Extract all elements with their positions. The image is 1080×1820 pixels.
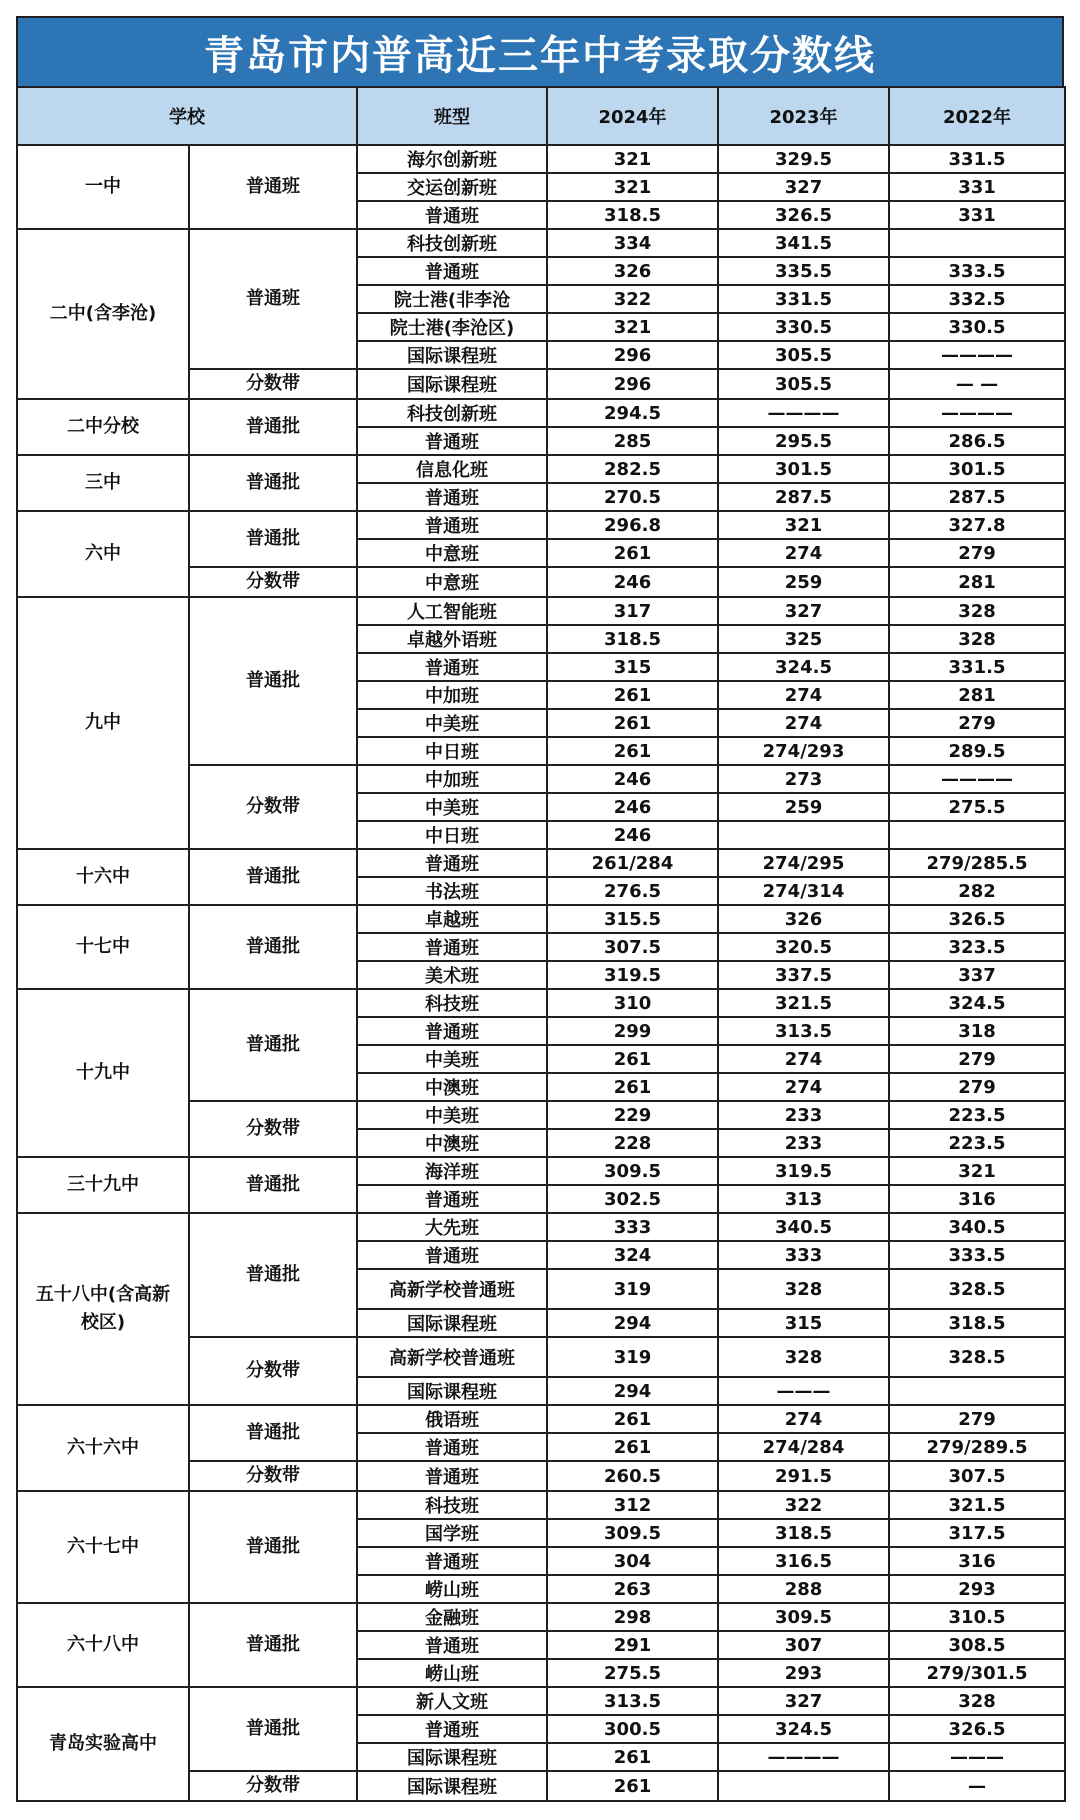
- score-2024-cell: 312: [547, 1491, 718, 1519]
- score-2023-cell: 274: [718, 709, 889, 737]
- score-2023-cell: 324.5: [718, 1715, 889, 1743]
- class-type-cell: 普通班: [357, 933, 547, 961]
- class-type-cell: 中澳班: [357, 1129, 547, 1157]
- batch-cell: 普通批: [189, 905, 357, 989]
- batch-cell: 普通批: [189, 1687, 357, 1771]
- score-2024-cell: 260.5: [547, 1461, 718, 1491]
- score-2024-cell: 261: [547, 1045, 718, 1073]
- class-type-cell: 高新学校普通班: [357, 1269, 547, 1309]
- score-2024-cell: 275.5: [547, 1659, 718, 1687]
- score-2024-cell: 261: [547, 1405, 718, 1433]
- score-2024-cell: 282.5: [547, 455, 718, 483]
- class-type-cell: 普通班: [357, 483, 547, 511]
- score-2022-cell: 337: [889, 961, 1065, 989]
- score-2024-cell: 228: [547, 1129, 718, 1157]
- score-2023-cell: 330.5: [718, 313, 889, 341]
- score-2024-cell: 315: [547, 653, 718, 681]
- score-2023-cell: 309.5: [718, 1603, 889, 1631]
- class-type-cell: 普通班: [357, 1715, 547, 1743]
- score-2024-cell: 321: [547, 145, 718, 173]
- table-row: [17, 455, 1065, 483]
- score-2023-cell: 305.5: [718, 369, 889, 399]
- class-type-cell: 国际课程班: [357, 341, 547, 369]
- score-2024-cell: 261: [547, 1433, 718, 1461]
- class-type-cell: 普通班: [357, 201, 547, 229]
- score-2022-cell: 317.5: [889, 1519, 1065, 1547]
- score-2022-cell: 281: [889, 567, 1065, 597]
- score-2022-cell: ————: [889, 341, 1065, 369]
- score-2024-cell: 319: [547, 1337, 718, 1377]
- class-type-cell: 卓越外语班: [357, 625, 547, 653]
- class-type-cell: 中美班: [357, 793, 547, 821]
- class-type-cell: 书法班: [357, 877, 547, 905]
- score-2022-cell: 321: [889, 1157, 1065, 1185]
- batch-cell: 普通批: [189, 849, 357, 905]
- score-2022-cell: 310.5: [889, 1603, 1065, 1631]
- score-2023-cell: 319.5: [718, 1157, 889, 1185]
- table-row: [17, 989, 1065, 1017]
- class-type-cell: 普通班: [357, 1547, 547, 1575]
- table-body: [17, 145, 1065, 1801]
- score-2023-cell: [718, 821, 889, 849]
- score-2023-cell: 322: [718, 1491, 889, 1519]
- school-name-cell: 十九中: [17, 989, 189, 1157]
- score-2022-cell: 286.5: [889, 427, 1065, 455]
- score-2024-cell: 319.5: [547, 961, 718, 989]
- score-2022-cell: 279: [889, 709, 1065, 737]
- class-type-cell: 普通班: [357, 1017, 547, 1045]
- school-name-cell: 三十九中: [17, 1157, 189, 1213]
- class-type-cell: 金融班: [357, 1603, 547, 1631]
- score-2022-cell: 333.5: [889, 257, 1065, 285]
- class-type-cell: 美术班: [357, 961, 547, 989]
- score-2024-cell: 318.5: [547, 625, 718, 653]
- class-type-cell: 科技班: [357, 989, 547, 1017]
- class-type-cell: 大先班: [357, 1213, 547, 1241]
- class-type-cell: 中日班: [357, 737, 547, 765]
- score-2023-cell: 318.5: [718, 1519, 889, 1547]
- class-type-cell: 卓越班: [357, 905, 547, 933]
- header-row: [17, 87, 1065, 145]
- score-2022-cell: ————: [889, 399, 1065, 427]
- score-2022-cell: 327.8: [889, 511, 1065, 539]
- score-2022-cell: 316: [889, 1185, 1065, 1213]
- score-2024-cell: 296.8: [547, 511, 718, 539]
- batch-cell: 普通批: [189, 1213, 357, 1337]
- score-2024-cell: 307.5: [547, 933, 718, 961]
- table-row: [17, 511, 1065, 539]
- score-2023-cell: 315: [718, 1309, 889, 1337]
- score-2022-cell: 328.5: [889, 1337, 1065, 1377]
- score-2023-cell: [718, 1771, 889, 1801]
- class-type-cell: 普通班: [357, 427, 547, 455]
- class-type-cell: 人工智能班: [357, 597, 547, 625]
- score-2024-cell: 261: [547, 1771, 718, 1801]
- score-2022-cell: 318.5: [889, 1309, 1065, 1337]
- score-2023-cell: 326.5: [718, 201, 889, 229]
- score-2024-cell: 326: [547, 257, 718, 285]
- header-2024: 2024年: [547, 87, 718, 145]
- score-2024-cell: 263: [547, 1575, 718, 1603]
- score-2022-cell: 330.5: [889, 313, 1065, 341]
- score-2024-cell: 304: [547, 1547, 718, 1575]
- batch-cell: 普通批: [189, 511, 357, 567]
- score-2022-cell: 279: [889, 1045, 1065, 1073]
- score-2024-cell: 246: [547, 567, 718, 597]
- class-type-cell: 中加班: [357, 765, 547, 793]
- score-2022-cell: 279/285.5: [889, 849, 1065, 877]
- school-name-cell: 二中分校: [17, 399, 189, 455]
- score-2022-cell: 328: [889, 1687, 1065, 1715]
- score-2023-cell: 274: [718, 1045, 889, 1073]
- table-row: [17, 849, 1065, 877]
- score-2023-cell: 335.5: [718, 257, 889, 285]
- batch-cell: 普通批: [189, 989, 357, 1101]
- score-2023-cell: 326: [718, 905, 889, 933]
- score-2024-cell: 276.5: [547, 877, 718, 905]
- score-2023-cell: 274: [718, 681, 889, 709]
- score-table-page: [16, 16, 1064, 1802]
- score-2023-cell: 327: [718, 597, 889, 625]
- batch-cell: 分数带: [189, 1337, 357, 1405]
- table-row: [17, 1157, 1065, 1185]
- score-2024-cell: 261: [547, 681, 718, 709]
- score-2024-cell: 261: [547, 1743, 718, 1771]
- score-2024-cell: 310: [547, 989, 718, 1017]
- school-name-cell: 六中: [17, 511, 189, 597]
- school-name-cell: 六十八中: [17, 1603, 189, 1687]
- class-type-cell: 中美班: [357, 1045, 547, 1073]
- score-2023-cell: 321: [718, 511, 889, 539]
- score-2022-cell: 328: [889, 625, 1065, 653]
- score-2023-cell: 274: [718, 1073, 889, 1101]
- score-2022-cell: 331: [889, 173, 1065, 201]
- header-2023: 2023年: [718, 87, 889, 145]
- score-2022-cell: 279: [889, 539, 1065, 567]
- school-name-cell: 十六中: [17, 849, 189, 905]
- score-2024-cell: 318.5: [547, 201, 718, 229]
- batch-cell: 分数带: [189, 567, 357, 597]
- score-2023-cell: ————: [718, 1743, 889, 1771]
- score-2024-cell: 261: [547, 539, 718, 567]
- score-2022-cell: —: [889, 1771, 1065, 1801]
- score-2023-cell: 329.5: [718, 145, 889, 173]
- score-2022-cell: ———: [889, 1743, 1065, 1771]
- score-2024-cell: 309.5: [547, 1157, 718, 1185]
- score-2023-cell: 341.5: [718, 229, 889, 257]
- score-2022-cell: 321.5: [889, 1491, 1065, 1519]
- class-type-cell: 崂山班: [357, 1575, 547, 1603]
- score-2023-cell: 340.5: [718, 1213, 889, 1241]
- table-row: [17, 1687, 1065, 1715]
- score-2022-cell: 316: [889, 1547, 1065, 1575]
- score-2024-cell: 285: [547, 427, 718, 455]
- score-2023-cell: 328: [718, 1337, 889, 1377]
- score-2023-cell: 274: [718, 539, 889, 567]
- score-2024-cell: 309.5: [547, 1519, 718, 1547]
- class-type-cell: 交运创新班: [357, 173, 547, 201]
- table-row: [17, 1603, 1065, 1631]
- score-2022-cell: 328.5: [889, 1269, 1065, 1309]
- score-2023-cell: 321.5: [718, 989, 889, 1017]
- score-2023-cell: 327: [718, 1687, 889, 1715]
- score-2022-cell: — —: [889, 369, 1065, 399]
- score-2023-cell: 316.5: [718, 1547, 889, 1575]
- header-class-type: 班型: [357, 87, 547, 145]
- score-2022-cell: ————: [889, 765, 1065, 793]
- score-2024-cell: 261/284: [547, 849, 718, 877]
- score-2023-cell: 295.5: [718, 427, 889, 455]
- score-2024-cell: 261: [547, 1073, 718, 1101]
- table-row: [17, 597, 1065, 625]
- score-2023-cell: 305.5: [718, 341, 889, 369]
- batch-cell: 普通批: [189, 455, 357, 511]
- class-type-cell: 新人文班: [357, 1687, 547, 1715]
- class-type-cell: 国际课程班: [357, 1771, 547, 1801]
- batch-cell: 普通批: [189, 1603, 357, 1687]
- table-row: [17, 1405, 1065, 1433]
- class-type-cell: 国际课程班: [357, 1743, 547, 1771]
- score-2023-cell: 328: [718, 1269, 889, 1309]
- score-2023-cell: 307: [718, 1631, 889, 1659]
- score-2023-cell: 333: [718, 1241, 889, 1269]
- score-2023-cell: 273: [718, 765, 889, 793]
- score-2024-cell: 261: [547, 709, 718, 737]
- batch-cell: 普通批: [189, 1405, 357, 1461]
- header-school: 学校: [17, 87, 357, 145]
- table-row: [17, 1491, 1065, 1519]
- score-2023-cell: 233: [718, 1129, 889, 1157]
- batch-cell: 普通班: [189, 145, 357, 229]
- score-2024-cell: 246: [547, 793, 718, 821]
- score-2023-cell: ————: [718, 399, 889, 427]
- batch-cell: 分数带: [189, 765, 357, 849]
- score-2024-cell: 294: [547, 1377, 718, 1405]
- class-type-cell: 普通班: [357, 849, 547, 877]
- table-row: [17, 399, 1065, 427]
- class-type-cell: 国学班: [357, 1519, 547, 1547]
- class-type-cell: 国际课程班: [357, 369, 547, 399]
- school-name-cell: 三中: [17, 455, 189, 511]
- class-type-cell: 高新学校普通班: [357, 1337, 547, 1377]
- batch-cell: 普通班: [189, 229, 357, 369]
- school-name-cell: 五十八中(含高新校区): [17, 1213, 189, 1405]
- class-type-cell: 中美班: [357, 709, 547, 737]
- school-name-cell: 九中: [17, 597, 189, 849]
- score-2023-cell: 274/284: [718, 1433, 889, 1461]
- score-2022-cell: 323.5: [889, 933, 1065, 961]
- score-2022-cell: 331: [889, 201, 1065, 229]
- class-type-cell: 普通班: [357, 1185, 547, 1213]
- score-2022-cell: 293: [889, 1575, 1065, 1603]
- score-2022-cell: [889, 229, 1065, 257]
- score-2022-cell: 279: [889, 1073, 1065, 1101]
- class-type-cell: 普通班: [357, 1631, 547, 1659]
- score-2023-cell: 313: [718, 1185, 889, 1213]
- score-2023-cell: 324.5: [718, 653, 889, 681]
- score-2023-cell: 301.5: [718, 455, 889, 483]
- score-2024-cell: 315.5: [547, 905, 718, 933]
- table-row: [17, 229, 1065, 257]
- score-2023-cell: 293: [718, 1659, 889, 1687]
- score-2023-cell: 259: [718, 793, 889, 821]
- score-2024-cell: 229: [547, 1101, 718, 1129]
- score-2022-cell: 318: [889, 1017, 1065, 1045]
- score-2022-cell: 279: [889, 1405, 1065, 1433]
- score-2023-cell: 337.5: [718, 961, 889, 989]
- score-2022-cell: 340.5: [889, 1213, 1065, 1241]
- score-2022-cell: 326.5: [889, 905, 1065, 933]
- score-2022-cell: 289.5: [889, 737, 1065, 765]
- class-type-cell: 普通班: [357, 653, 547, 681]
- class-type-cell: 普通班: [357, 511, 547, 539]
- class-type-cell: 中日班: [357, 821, 547, 849]
- score-2023-cell: 313.5: [718, 1017, 889, 1045]
- score-2024-cell: 302.5: [547, 1185, 718, 1213]
- class-type-cell: 中意班: [357, 567, 547, 597]
- score-2023-cell: 274/314: [718, 877, 889, 905]
- score-2022-cell: 223.5: [889, 1101, 1065, 1129]
- score-2023-cell: 274: [718, 1405, 889, 1433]
- class-type-cell: 俄语班: [357, 1405, 547, 1433]
- score-2023-cell: ———: [718, 1377, 889, 1405]
- score-2022-cell: 331.5: [889, 145, 1065, 173]
- score-2023-cell: 259: [718, 567, 889, 597]
- score-2024-cell: 294.5: [547, 399, 718, 427]
- table-row: [17, 145, 1065, 173]
- score-2024-cell: 333: [547, 1213, 718, 1241]
- school-name-cell: 青岛实验高中: [17, 1687, 189, 1801]
- score-2024-cell: 294: [547, 1309, 718, 1337]
- score-2023-cell: 325: [718, 625, 889, 653]
- score-2022-cell: [889, 821, 1065, 849]
- table-row: [17, 1213, 1065, 1241]
- class-type-cell: 院士港(非李沧: [357, 285, 547, 313]
- score-2024-cell: 334: [547, 229, 718, 257]
- score-2024-cell: 300.5: [547, 1715, 718, 1743]
- class-type-cell: 科技创新班: [357, 399, 547, 427]
- batch-cell: 分数带: [189, 369, 357, 399]
- score-2023-cell: 320.5: [718, 933, 889, 961]
- score-2023-cell: 287.5: [718, 483, 889, 511]
- score-2024-cell: 246: [547, 765, 718, 793]
- class-type-cell: 中加班: [357, 681, 547, 709]
- class-type-cell: 科技创新班: [357, 229, 547, 257]
- score-2022-cell: 326.5: [889, 1715, 1065, 1743]
- score-2022-cell: 328: [889, 597, 1065, 625]
- score-2024-cell: 324: [547, 1241, 718, 1269]
- class-type-cell: 普通班: [357, 1433, 547, 1461]
- score-2022-cell: 324.5: [889, 989, 1065, 1017]
- class-type-cell: 普通班: [357, 1461, 547, 1491]
- score-2024-cell: 291: [547, 1631, 718, 1659]
- score-2024-cell: 298: [547, 1603, 718, 1631]
- class-type-cell: 院士港(李沧区): [357, 313, 547, 341]
- score-2023-cell: 274/295: [718, 849, 889, 877]
- school-name-cell: 六十七中: [17, 1491, 189, 1603]
- class-type-cell: 科技班: [357, 1491, 547, 1519]
- batch-cell: 分数带: [189, 1771, 357, 1801]
- score-table: [16, 86, 1066, 1802]
- class-type-cell: 普通班: [357, 257, 547, 285]
- class-type-cell: 中意班: [357, 539, 547, 567]
- score-2024-cell: 322: [547, 285, 718, 313]
- class-type-cell: 中澳班: [357, 1073, 547, 1101]
- class-type-cell: 海尔创新班: [357, 145, 547, 173]
- score-2024-cell: 246: [547, 821, 718, 849]
- page-title: 青岛市内普高近三年中考录取分数线: [16, 16, 1064, 86]
- batch-cell: 普通批: [189, 597, 357, 765]
- school-name-cell: 二中(含李沧): [17, 229, 189, 399]
- score-2022-cell: 301.5: [889, 455, 1065, 483]
- school-name-cell: 六十六中: [17, 1405, 189, 1491]
- score-2022-cell: 281: [889, 681, 1065, 709]
- class-type-cell: 国际课程班: [357, 1377, 547, 1405]
- score-2023-cell: 331.5: [718, 285, 889, 313]
- school-name-cell: 一中: [17, 145, 189, 229]
- score-2022-cell: 308.5: [889, 1631, 1065, 1659]
- score-2022-cell: 333.5: [889, 1241, 1065, 1269]
- score-2022-cell: 279/289.5: [889, 1433, 1065, 1461]
- score-2024-cell: 296: [547, 341, 718, 369]
- score-2022-cell: 332.5: [889, 285, 1065, 313]
- score-2024-cell: 321: [547, 313, 718, 341]
- score-2024-cell: 270.5: [547, 483, 718, 511]
- class-type-cell: 海洋班: [357, 1157, 547, 1185]
- batch-cell: 分数带: [189, 1101, 357, 1157]
- batch-cell: 普通批: [189, 1491, 357, 1603]
- class-type-cell: 国际课程班: [357, 1309, 547, 1337]
- class-type-cell: 崂山班: [357, 1659, 547, 1687]
- score-2023-cell: 288: [718, 1575, 889, 1603]
- score-2022-cell: [889, 1377, 1065, 1405]
- score-2022-cell: 275.5: [889, 793, 1065, 821]
- score-2022-cell: 331.5: [889, 653, 1065, 681]
- header-2022: 2022年: [889, 87, 1065, 145]
- score-2023-cell: 327: [718, 173, 889, 201]
- table-row: [17, 905, 1065, 933]
- score-2022-cell: 282: [889, 877, 1065, 905]
- score-2023-cell: 291.5: [718, 1461, 889, 1491]
- score-2023-cell: 233: [718, 1101, 889, 1129]
- score-2023-cell: 274/293: [718, 737, 889, 765]
- batch-cell: 普通批: [189, 399, 357, 455]
- score-2024-cell: 317: [547, 597, 718, 625]
- score-2022-cell: 223.5: [889, 1129, 1065, 1157]
- batch-cell: 分数带: [189, 1461, 357, 1491]
- score-2024-cell: 261: [547, 737, 718, 765]
- school-name-cell: 十七中: [17, 905, 189, 989]
- class-type-cell: 普通班: [357, 1241, 547, 1269]
- score-2022-cell: 307.5: [889, 1461, 1065, 1491]
- class-type-cell: 中美班: [357, 1101, 547, 1129]
- batch-cell: 普通批: [189, 1157, 357, 1213]
- score-2022-cell: 287.5: [889, 483, 1065, 511]
- score-2024-cell: 313.5: [547, 1687, 718, 1715]
- class-type-cell: 信息化班: [357, 455, 547, 483]
- score-2024-cell: 319: [547, 1269, 718, 1309]
- score-2024-cell: 321: [547, 173, 718, 201]
- score-2022-cell: 279/301.5: [889, 1659, 1065, 1687]
- score-2024-cell: 299: [547, 1017, 718, 1045]
- score-2024-cell: 296: [547, 369, 718, 399]
